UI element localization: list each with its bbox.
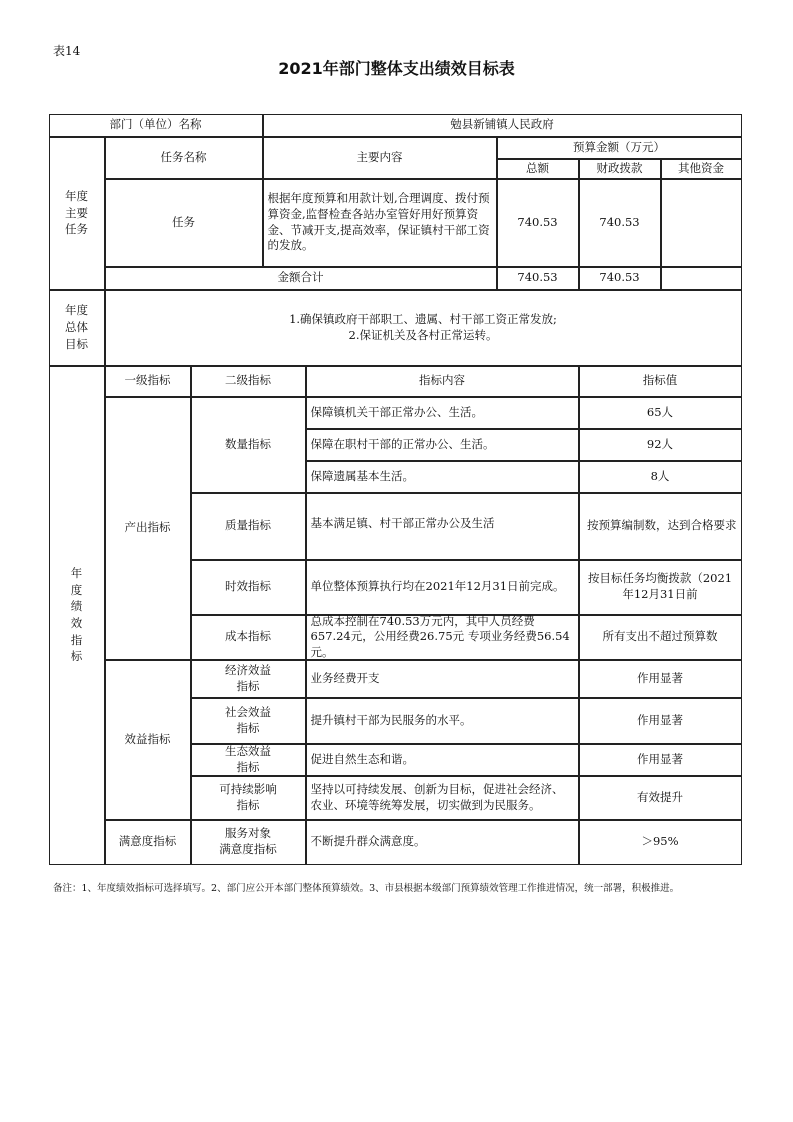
sum-fiscal: 740.53 [579,267,661,290]
col-total: 总额 [497,159,579,179]
quality-value: 按预算编制数，达到合格要求 [579,493,742,560]
task-name: 任务 [105,179,263,267]
task-total: 740.53 [497,179,579,267]
quantity-content-2: 保障在职村干部的正常办公、生活。 [306,429,579,461]
benefit-indicator-label: 效益指标 [105,660,191,820]
col-main-content: 主要内容 [263,137,497,179]
task-content: 根据年度预算和用款计划,合理调度、拨付预算资金,监督检查各站办室管好用好预算资金、节减开支,提高效率，保证镇村干部工资的发放。 [263,179,497,267]
sustainable-indicator-label: 可持续影响 指标 [191,776,306,820]
quantity-value-2: 92人 [579,429,742,461]
tasks-section-label: 年度 主要 任务 [49,137,105,290]
social-content: 提升镇村干部为民服务的水平。 [306,698,579,744]
quantity-value-3: 8人 [579,461,742,493]
quality-indicator-label: 质量指标 [191,493,306,560]
sustainable-content: 坚持以可持续发展、创新为目标，促进社会经济、农业、环境等统筹发展，切实做到为民服务。 [306,776,579,820]
col-level1: 一级指标 [105,366,191,397]
social-indicator-label: 社会效益 指标 [191,698,306,744]
page-title: 2021年部门整体支出绩效目标表 [278,59,515,78]
satisfaction-indicator-label: 满意度指标 [105,820,191,865]
footnote: 备注：1、年度绩效指标可选择填写。2、部门应公开本部门整体预算绩效。3、市县根据本级部门预算绩效管理工作推进情况，统一部署，积极推进。 [53,883,680,894]
timeliness-content: 单位整体预算执行均在2021年12月31日前完成。 [306,560,579,615]
economic-value: 作用显著 [579,660,742,698]
output-indicator-label: 产出指标 [105,397,191,660]
sum-total: 740.53 [497,267,579,290]
social-value: 作用显著 [579,698,742,744]
task-fiscal: 740.53 [579,179,661,267]
table-number: 表14 [53,44,81,58]
perf-section-label: 年 度 绩 效 指 标 [49,366,105,865]
col-other: 其他资金 [661,159,742,179]
cost-indicator-label: 成本指标 [191,615,306,660]
economic-indicator-label: 经济效益 指标 [191,660,306,698]
satisfaction-level2-label: 服务对象 满意度指标 [191,820,306,865]
performance-table [49,114,742,865]
quantity-content-1: 保障镇机关干部正常办公、生活。 [306,397,579,429]
sum-other [661,267,742,290]
dept-value: 勉县新铺镇人民政府 [263,114,742,137]
satisfaction-content: 不断提升群众满意度。 [306,820,579,865]
task-other [661,179,742,267]
quality-content: 基本满足镇、村干部正常办公及生活 [306,493,579,560]
economic-content: 业务经费开支 [306,660,579,698]
col-fiscal: 财政拨款 [579,159,661,179]
quantity-value-1: 65人 [579,397,742,429]
sustainable-value: 有效提升 [579,776,742,820]
overall-goal-label: 年度 总体 目标 [49,290,105,366]
quantity-indicator-label: 数量指标 [191,397,306,493]
overall-goal-text: 1.确保镇政府干部职工、遗属、村干部工资正常发放; 2.保证机关及各村正常运转。 [105,290,742,366]
col-indicator-content: 指标内容 [306,366,579,397]
ecological-content: 促进自然生态和谐。 [306,744,579,776]
satisfaction-value: ＞95% [579,820,742,865]
col-budget-amount: 预算金额（万元） [497,137,742,159]
dept-label: 部门（单位）名称 [49,114,263,137]
col-level2: 二级指标 [191,366,306,397]
sum-label: 金额合计 [105,267,497,290]
timeliness-value: 按目标任务均衡拨款（2021年12月31日前 [579,560,742,615]
col-indicator-value: 指标值 [579,366,742,397]
col-task-name: 任务名称 [105,137,263,179]
cost-content: 总成本控制在740.53万元内，其中人员经费657.24元，公用经费26.75元 专项业务经费56.54元。 [306,615,579,660]
cost-value: 所有支出不超过预算数 [579,615,742,660]
quantity-content-3: 保障遗属基本生活。 [306,461,579,493]
timeliness-indicator-label: 时效指标 [191,560,306,615]
ecological-indicator-label: 生态效益 指标 [191,744,306,776]
ecological-value: 作用显著 [579,744,742,776]
